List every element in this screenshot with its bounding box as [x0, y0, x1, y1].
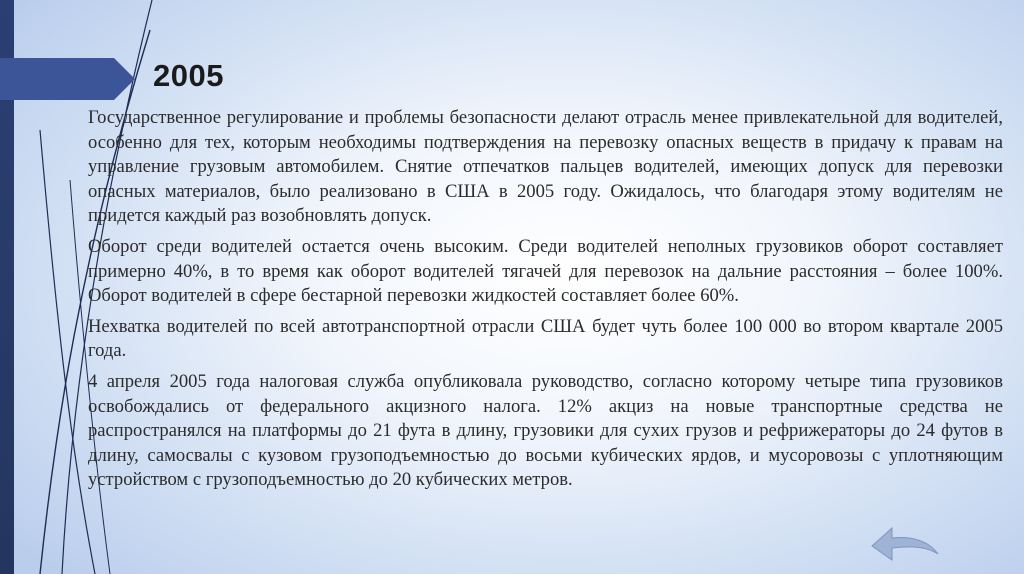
slide-body: [88, 106, 1003, 499]
paragraph-turnover: [88, 235, 1003, 309]
title-accent-bar: [0, 58, 135, 100]
back-arrow-icon[interactable]: [866, 520, 944, 568]
slide-title: 2005: [153, 58, 224, 93]
paragraph-regulation: [88, 106, 1003, 229]
paragraph-text: Государственное регулирование и проблемы безопасности делают отрасль менее привлекательной для водителей, особенно для тех, которым необходимы подтверждения на перевозку опасных веществ в придачу к правам на управление грузовым автомобилем. Снятие отпечатков пальцев водителей, имеющих допуск для перевозки опасных материалов, было реализовано в США в 2005 году. Ожидалось, что благодаря этому водителям не придется каждый раз возобновлять допуск.: [88, 107, 1003, 227]
paragraph-text: Нехватка водителей по всей автотранспортной отрасли США будет чуть более 100 000 во втором квартале 2005 года.: [88, 315, 1003, 362]
paragraph-shortage: [88, 315, 1003, 364]
paragraph-tax: [88, 370, 1003, 493]
paragraph-text: 4 апреля 2005 года налоговая служба опубликовала руководство, согласно которому четыре типа грузовиков освобождались от федерального акцизного налога. 12% акциз на новые транспортные средства не распространялся на платформы до 21 фута в длину, грузовики для сухих грузов и рефрижераторы до 24 футов в длину, самосвалы с кузовом грузоподъемностью до восьми кубических ярдов, и мусоровозы с уплотняющим устройством с грузоподъемностью до 20 кубических метров.: [88, 370, 1003, 491]
paragraph-text: Оборот среди водителей остается очень высоким. Среди водителей неполных грузовиков оборот составляет примерно 40%, в то время как оборот водителей тягачей для перевозок на дальние расстояния – более 100%. Оборот водителей в сфере бестарной перевозки жидкостей составляет более 60%.: [88, 235, 1003, 307]
